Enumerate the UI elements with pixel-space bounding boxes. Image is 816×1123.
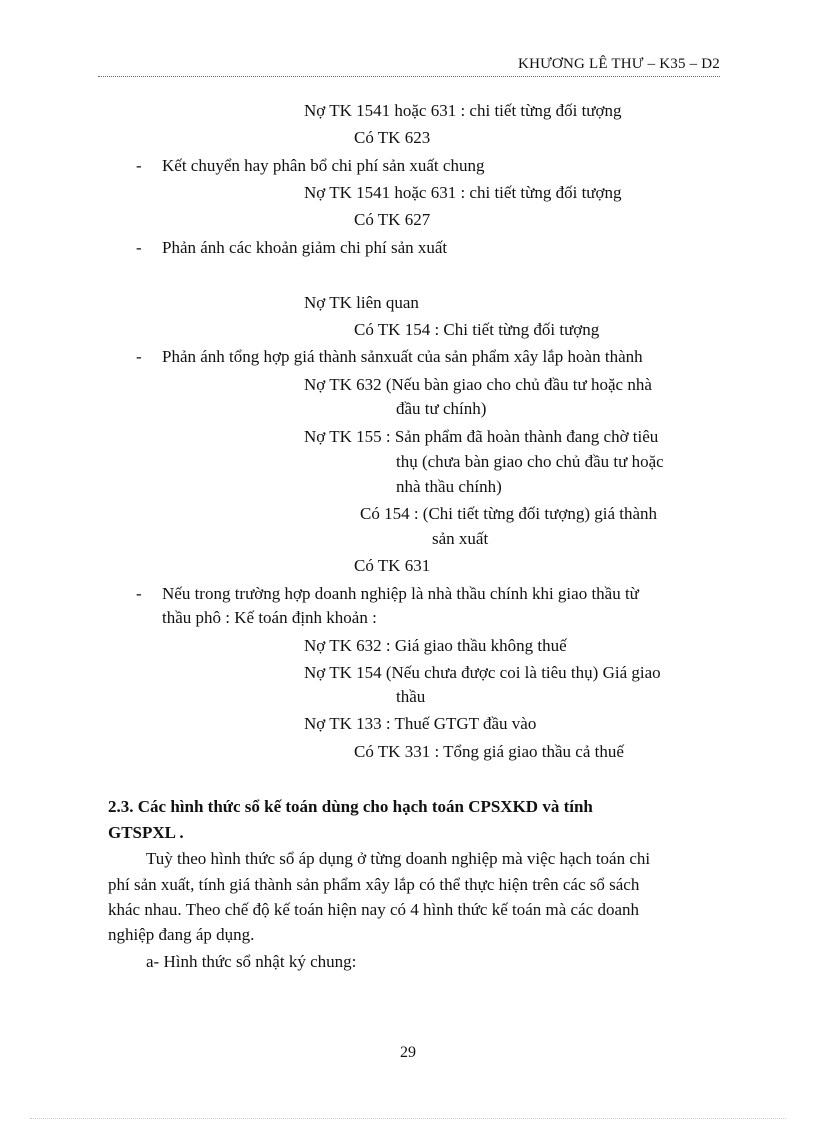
bullet-item-continued: thầu phô : Kế toán định khoản : [162,608,377,627]
paragraph-line: nghiệp đang áp dụng. [108,925,255,944]
journal-line: thầu [396,687,426,706]
footer-divider [30,1118,786,1119]
journal-line: Nợ TK 632 (Nếu bàn giao cho chủ đầu tư hoặc nhà [304,375,652,394]
subheading: a- Hình thức sổ nhật ký chung: [146,952,357,971]
paragraph-line: Tuỳ theo hình thức sổ áp dụng ở từng doanh nghiệp mà việc hạch toán chi [146,849,651,868]
journal-line: Có TK 331 : Tổng giá giao thầu cả thuế [354,742,624,761]
journal-line: đầu tư chính) [396,399,487,418]
bullet-dash: - [136,347,142,366]
journal-line: Nợ TK 133 : Thuế GTGT đầu vào [304,714,537,733]
section-heading-continued: GTSPXL . [108,823,184,842]
journal-line: Nợ TK 154 (Nếu chưa được coi là tiêu thụ) Giá giao [304,663,661,682]
paragraph-line: khác nhau. Theo chế độ kế toán hiện nay có 4 hình thức kế toán mà các doanh [108,900,639,919]
page-number: 29 [400,1044,416,1061]
running-header: KHƯƠNG LÊ THƯ – K35 – D2 [518,56,720,72]
bullet-item: Phản ánh các khoản giảm chi phí sản xuất [162,238,448,257]
journal-line: Có TK 627 [354,210,431,229]
journal-line: Nợ TK 632 : Giá giao thầu không thuế [304,636,567,655]
bullet-dash: - [136,156,142,175]
bullet-item: Nếu trong trường hợp doanh nghiệp là nhà thầu chính khi giao thầu từ [162,584,639,603]
journal-line: Nợ TK liên quan [304,293,419,312]
section-heading: 2.3. Các hình thức sổ kế toán dùng cho hạch toán CPSXKD và tính [108,797,593,816]
journal-line: sản xuất [432,529,489,548]
bullet-dash: - [136,584,142,603]
bullet-dash: - [136,238,142,257]
journal-line: Nợ TK 1541 hoặc 631 : chi tiết từng đối tượng [304,183,622,202]
bullet-item: Phản ánh tổng hợp giá thành sảnxuất của sản phẩm xây lắp hoàn thành [162,347,643,366]
journal-line: nhà thầu chính) [396,477,502,496]
journal-line: Có 154 : (Chi tiết từng đối tượng) giá thành [360,504,658,523]
journal-line: Có TK 154 : Chi tiết từng đối tượng [354,320,600,339]
bullet-item: Kết chuyển hay phân bổ chi phí sản xuất chung [162,156,485,175]
paragraph-line: phí sản xuất, tính giá thành sản phẩm xây lắp có thể thực hiện trên các sổ sách [108,875,640,894]
journal-line: Nợ TK 1541 hoặc 631 : chi tiết từng đối tượng [304,101,622,120]
journal-line: Có TK 631 [354,556,431,575]
header-divider [98,76,720,77]
journal-line: Nợ TK 155 : Sản phẩm đã hoàn thành đang chờ tiêu [304,427,659,446]
journal-line: Có TK 623 [354,128,431,147]
journal-line: thụ (chưa bàn giao cho chủ đầu tư hoặc [396,452,664,471]
